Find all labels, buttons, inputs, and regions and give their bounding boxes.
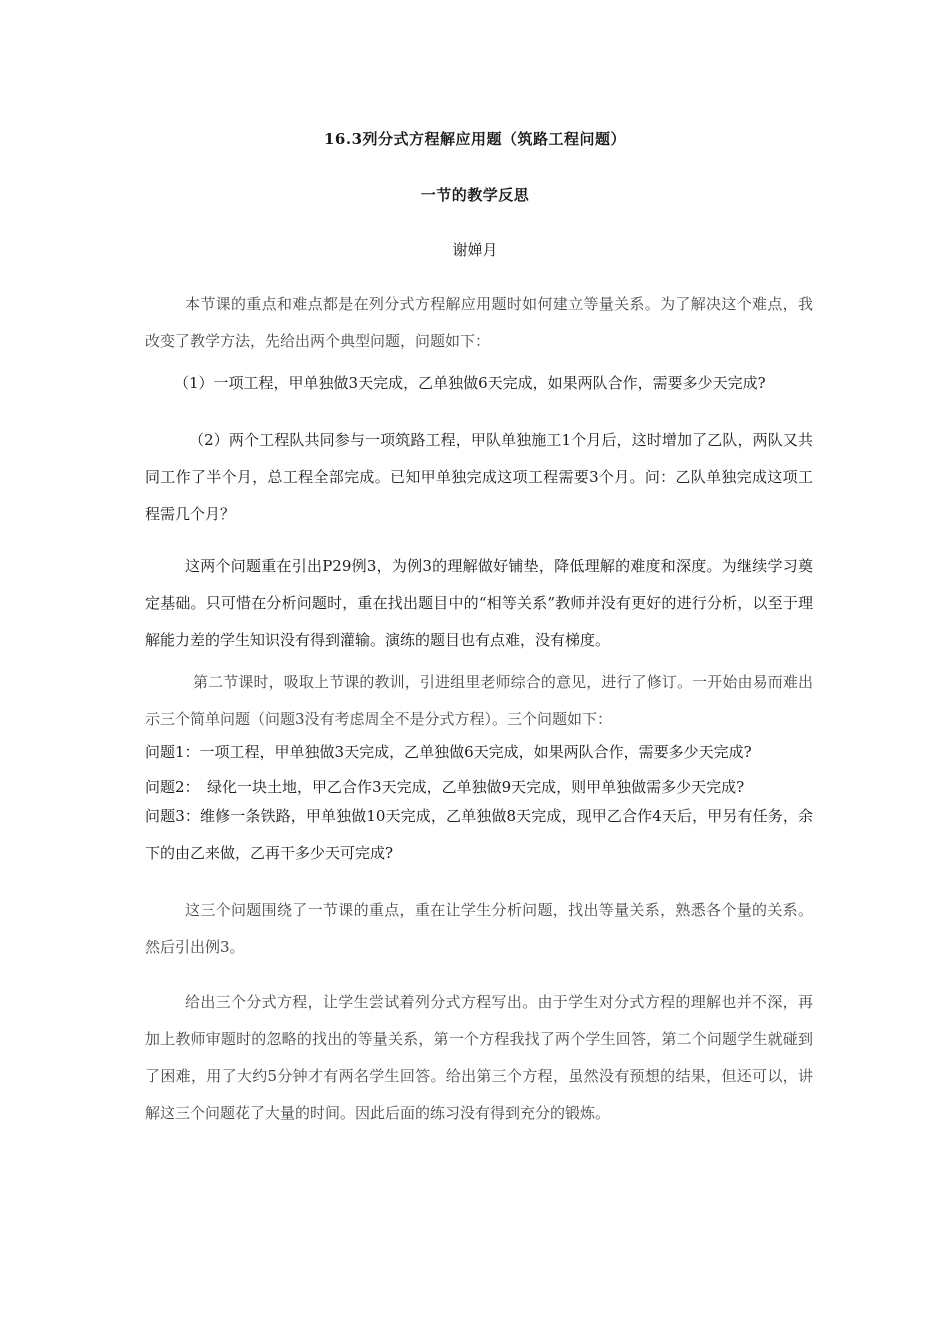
author-name: 谢婵月: [452, 241, 498, 259]
question-3: 问题3：维修一条铁路，甲单独做10天完成，乙单独做8天完成，现甲乙合作4天后，甲另有任务，余下的由乙来做，乙再干多少天可完成?: [145, 807, 813, 862]
paragraph-second-lesson: 第二节课时，吸取上节课的教训，引进组里老师综合的意见，进行了修订。一开始由易而难出示三个简单问题（问题3没有考虑周全不是分式方程）。三个问题如下：: [145, 673, 813, 728]
paragraph-analysis: 这两个问题重在引出P29例3，为例3的理解做好铺垫，降低理解的难度和深度。为继续学习奠定基础。只可惜在分析问题时，重在找出题目中的“相等关系”教师并没有更好的进行分析，以至于理解能力差的学生知识没有得到灌输。演练的题目也有点难，没有梯度。: [145, 557, 813, 649]
question-1: 问题1：一项工程，甲单独做3天完成，乙单独做6天完成，如果两队合作，需要多少天完成?: [145, 743, 752, 761]
paragraph-intro: 本节课的重点和难点都是在列分式方程解应用题时如何建立等量关系。为了解决这个难点，我改变了教学方法，先给出两个典型问题，问题如下：: [145, 295, 813, 350]
document-title: 16.3列分式方程解应用题（筑路工程问题）: [323, 130, 627, 148]
question-2: 问题2： 绿化一块土地，甲乙合作3天完成，乙单独做9天完成，则甲单独做需多少天完成?: [145, 778, 745, 796]
paragraph-focus: 这三个问题围绕了一节课的重点，重在让学生分析问题，找出等量关系，熟悉各个量的关系。然后引出例3。: [145, 901, 813, 956]
problem-1: （1）一项工程，甲单独做3天完成，乙单独做6天完成，如果两队合作，需要多少天完成?: [174, 374, 766, 392]
document-subtitle: 一节的教学反思: [420, 186, 530, 204]
problem-2: （2）两个工程队共同参与一项筑路工程，甲队单独施工1个月后，这时增加了乙队，两队又共同工作了半个月，总工程全部完成。已知甲单独完成这项工程需要3个月。问：乙队单独完成这项工程需几个月？: [145, 431, 813, 523]
paragraph-reflection: 给出三个分式方程，让学生尝试着列分式方程写出。由于学生对分式方程的理解也并不深，再加上教师审题时的忽略的找出的等量关系，第一个方程我找了两个学生回答，第二个问题学生就碰到了困难，用了大约5分钟才有两名学生回答。给出第三个方程，虽然没有预想的结果，但还可以，讲解这三个问题花了大量的时间。因此后面的练习没有得到充分的锻炼。: [145, 993, 813, 1122]
